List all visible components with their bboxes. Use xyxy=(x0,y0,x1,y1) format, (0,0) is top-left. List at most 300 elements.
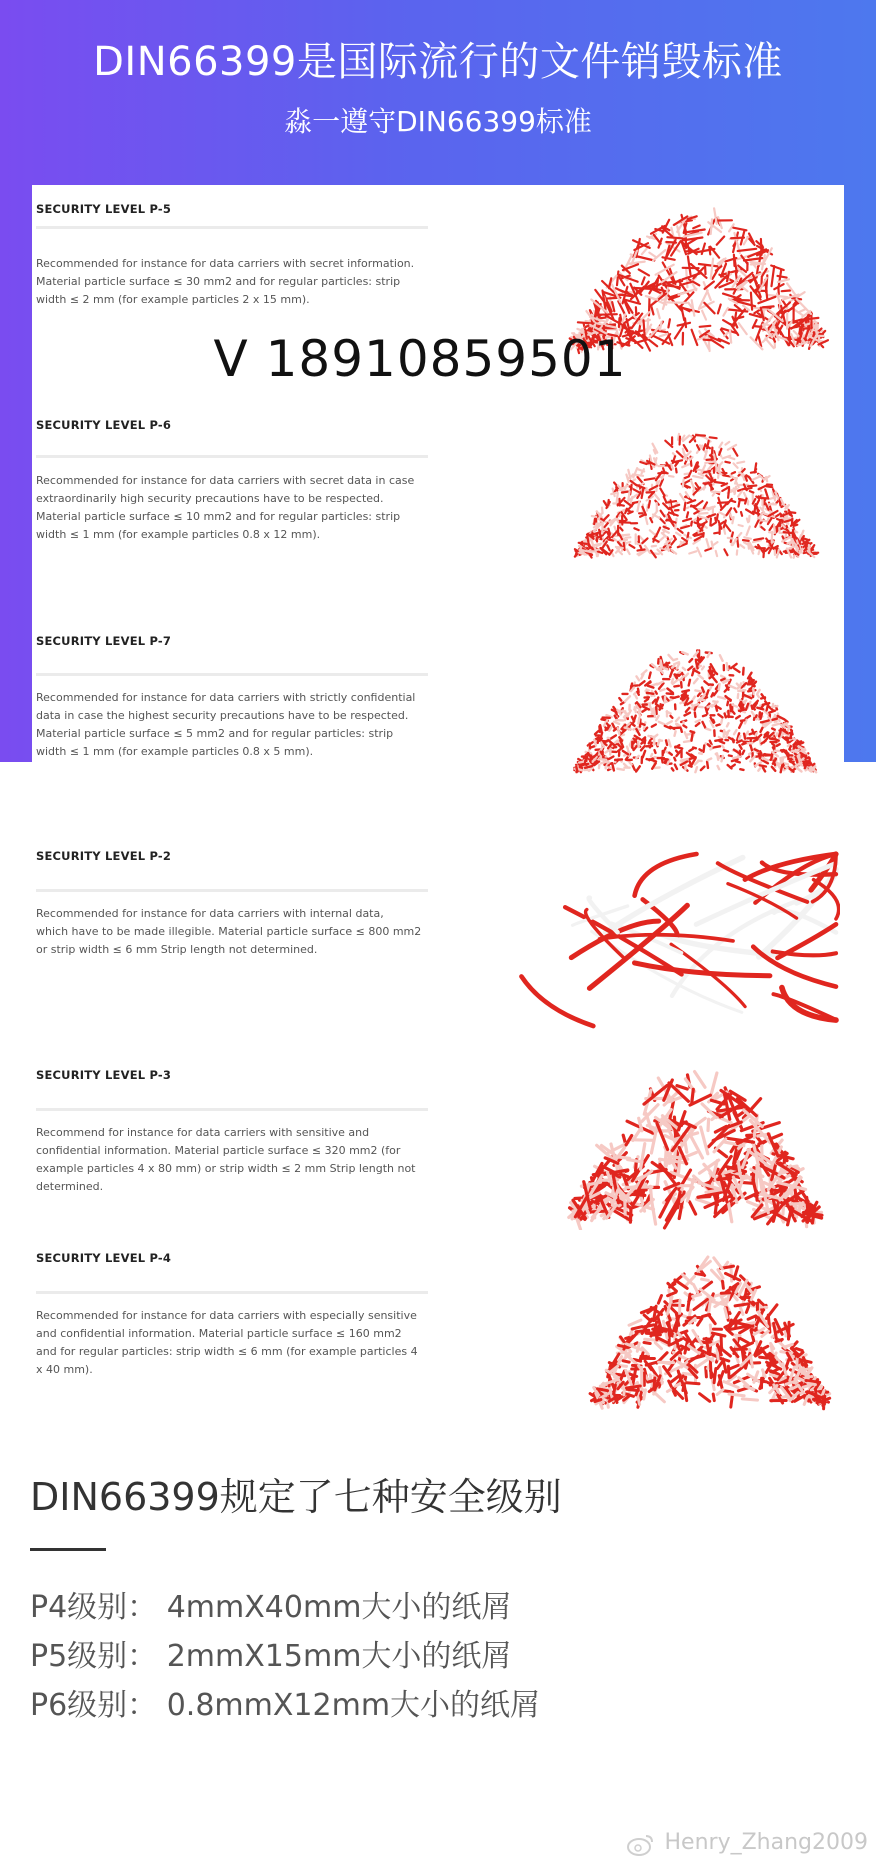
shred-particle xyxy=(731,664,737,668)
shred-particle xyxy=(623,1361,629,1362)
desc-line: width ≤ 1 mm (for example particles 0.8 x 12 mm). xyxy=(36,528,321,541)
shred-particle xyxy=(740,704,741,706)
shred-particle xyxy=(660,689,664,691)
desc-line: and for regular particles: strip width ≤ 6 mm (for example particles 4 xyxy=(36,1345,418,1358)
spec-line-p5: P5级别： 2mmX15mm大小的纸屑 xyxy=(30,1639,512,1674)
shred-particle xyxy=(713,1394,714,1401)
shred-particle xyxy=(678,529,683,533)
shred-particle xyxy=(630,763,632,765)
shred-particle xyxy=(746,1305,749,1312)
shred-particle xyxy=(634,489,640,492)
shred-particle xyxy=(708,759,711,761)
shred-particle xyxy=(689,766,692,767)
shred-particle xyxy=(729,1394,744,1396)
shred-particle xyxy=(702,244,705,255)
shred-particle xyxy=(703,533,704,537)
shred-particle xyxy=(773,724,779,726)
shred-particle xyxy=(624,543,625,550)
shred-particle xyxy=(693,476,702,478)
shred-particle xyxy=(803,1385,811,1387)
shred-particle xyxy=(693,1295,701,1297)
shred-particle xyxy=(703,715,706,716)
shred-particle xyxy=(638,689,639,692)
shred-particle xyxy=(655,1343,661,1349)
shred-particle xyxy=(736,761,740,762)
shred-particle xyxy=(687,512,688,517)
shred-particle xyxy=(794,743,796,745)
shred-particle xyxy=(750,491,754,492)
shred-particle xyxy=(720,462,723,465)
level-divider xyxy=(36,673,428,676)
shred-particle xyxy=(682,273,701,280)
shred-particle xyxy=(782,291,790,292)
shred-particle xyxy=(691,522,692,526)
shred-particle xyxy=(671,716,673,718)
shred-particle xyxy=(665,696,666,702)
shred-particle xyxy=(700,749,702,750)
shred-particle xyxy=(717,1361,723,1368)
shred-particle xyxy=(772,744,774,746)
security-level-p3 xyxy=(36,1068,436,1193)
shred-particle xyxy=(780,499,781,505)
shred-particle xyxy=(748,543,749,549)
shred-particle xyxy=(683,668,685,670)
shred-particle xyxy=(660,488,664,495)
shred-particle xyxy=(727,663,728,670)
shred-particle xyxy=(805,757,809,759)
shred-particle xyxy=(718,305,721,314)
shred-particle xyxy=(731,500,736,502)
shred-particle xyxy=(760,1357,768,1358)
shred-particle xyxy=(767,733,768,737)
shred-particle xyxy=(797,741,799,743)
shred-particle xyxy=(633,468,637,477)
shred-particle xyxy=(734,508,736,512)
shred-particle xyxy=(777,519,781,521)
shred-particle xyxy=(696,483,699,488)
shred-particle xyxy=(649,736,655,737)
shred-particle xyxy=(791,730,792,735)
shred-particle xyxy=(770,525,774,531)
shred-particle xyxy=(784,719,787,721)
shred-particle xyxy=(697,1199,712,1204)
micro-cut-pile-image xyxy=(560,418,830,568)
desc-line: Recommended for instance for data carriers with especially sensitive xyxy=(36,1309,417,1322)
shred-particle xyxy=(741,720,744,721)
shred-particle xyxy=(735,1304,748,1306)
shred-particle xyxy=(762,306,773,307)
shred-particle xyxy=(645,699,648,701)
shred-particle xyxy=(755,520,758,527)
shred-particle xyxy=(715,482,725,483)
shred-strip xyxy=(606,858,743,933)
shred-particle xyxy=(723,475,730,476)
shred-particle xyxy=(614,722,619,724)
shred-strip xyxy=(635,854,697,896)
security-level-p2 xyxy=(36,849,436,956)
shred-particle xyxy=(699,753,702,754)
shred-particle xyxy=(704,340,712,341)
shred-particle xyxy=(616,288,623,291)
desc-line: Recommended for instance for data carriers with strictly confidential xyxy=(36,691,416,704)
shred-particle xyxy=(646,690,649,691)
shred-particle xyxy=(713,746,720,747)
strip-pile-image xyxy=(560,1060,830,1230)
shred-particle xyxy=(653,1329,666,1331)
shred-particle xyxy=(590,744,591,749)
shred-particle xyxy=(669,655,674,660)
shred-particle xyxy=(594,519,595,524)
shred-particle xyxy=(711,523,716,526)
shred-particle xyxy=(639,681,644,685)
shred-particle xyxy=(626,475,628,482)
shred-particle xyxy=(738,690,745,691)
shred-particle xyxy=(618,749,621,752)
shred-particle xyxy=(666,501,676,503)
desc-line: Material particle surface ≤ 10 mm2 and for regular particles: strip xyxy=(36,510,401,523)
shred-particle xyxy=(634,692,636,694)
shred-particle xyxy=(708,1119,709,1130)
shred-particle xyxy=(624,1388,625,1395)
shred-particle xyxy=(770,498,774,499)
shred-particle xyxy=(672,666,675,668)
shred-particle xyxy=(723,308,728,316)
shred-particle xyxy=(612,302,614,311)
shred-particle xyxy=(719,684,720,690)
shred-particle xyxy=(672,505,680,508)
shred-particle xyxy=(644,1343,650,1344)
shred-particle xyxy=(764,549,765,557)
shred-particle xyxy=(675,765,677,769)
shred-particle xyxy=(700,700,705,701)
shred-particle xyxy=(716,754,720,758)
shred-particle xyxy=(727,723,729,726)
shred-strip xyxy=(728,884,797,918)
level-title: SECURITY LEVEL P-5 xyxy=(36,202,172,216)
shred-strip xyxy=(774,994,837,1020)
shred-particle xyxy=(751,293,752,310)
shred-particle xyxy=(772,706,777,707)
shred-particle xyxy=(729,1365,739,1369)
level-description xyxy=(36,905,436,959)
shred-particle xyxy=(694,1284,698,1292)
desc-line: Recommended for instance for data carriers with secret information. xyxy=(36,257,415,270)
shred-particle xyxy=(686,708,689,712)
shred-particle xyxy=(702,311,706,320)
shred-particle xyxy=(801,758,803,760)
shred-particle xyxy=(602,508,603,513)
shred-particle xyxy=(799,1369,811,1371)
shred-particle xyxy=(669,513,678,516)
shred-particle xyxy=(725,462,729,463)
shred-particle xyxy=(738,492,742,497)
shred-particle xyxy=(710,437,717,438)
shred-particle xyxy=(695,712,696,717)
shred-particle xyxy=(703,1315,710,1317)
shred-particle xyxy=(700,1394,710,1402)
level-divider xyxy=(36,889,428,892)
shred-particle xyxy=(667,689,673,693)
shred-particle xyxy=(612,724,614,728)
shred-particle xyxy=(642,709,646,711)
shred-particle xyxy=(671,540,675,545)
shred-particle xyxy=(680,494,685,501)
desc-line: width ≤ 1 mm (for example particles 0.8 x 5 mm). xyxy=(36,745,314,758)
shred-particle xyxy=(628,1160,642,1162)
shred-particle xyxy=(655,750,656,753)
shred-particle xyxy=(649,501,650,508)
shred-particle xyxy=(612,763,614,770)
shred-particle xyxy=(582,764,588,765)
shred-particle xyxy=(661,660,662,667)
shred-particle xyxy=(672,550,677,554)
shred-particle xyxy=(733,711,735,713)
shred-particle xyxy=(781,765,783,772)
shred-particle xyxy=(778,276,787,278)
shred-particle xyxy=(690,1202,696,1214)
shred-particle xyxy=(718,766,720,769)
page-subtitle: 淼一遵守DIN66399标准 xyxy=(284,105,592,138)
shred-particle xyxy=(619,698,621,701)
shred-particle xyxy=(689,471,691,476)
shred-particle xyxy=(641,746,645,750)
level-divider xyxy=(36,1108,428,1111)
shred-particle xyxy=(748,1316,756,1319)
shred-particle xyxy=(714,533,718,534)
shred-particle xyxy=(717,1390,723,1395)
shred-particle xyxy=(579,543,587,544)
shred-particle xyxy=(702,1279,709,1280)
shred-particle xyxy=(725,524,730,531)
shred-particle xyxy=(671,1305,684,1306)
shred-particle xyxy=(696,723,700,726)
level-description xyxy=(36,689,436,761)
shred-particle xyxy=(614,1385,616,1394)
shred-particle xyxy=(720,655,723,661)
shred-particle xyxy=(711,219,712,234)
shred-particle xyxy=(621,702,625,704)
shred-particle xyxy=(609,757,614,760)
shred-particle xyxy=(607,724,609,727)
shred-particle xyxy=(799,309,806,312)
shred-particle xyxy=(750,757,754,762)
shred-particle xyxy=(801,318,818,320)
shred-particle xyxy=(713,678,717,683)
shred-particle xyxy=(674,758,675,761)
shred-particle xyxy=(692,330,698,345)
shred-particle xyxy=(595,1400,601,1402)
shred-particle xyxy=(730,331,731,343)
shred-particle xyxy=(639,270,649,276)
shred-particle xyxy=(766,486,772,487)
shred-particle xyxy=(710,518,711,525)
shred-particle xyxy=(698,1319,702,1326)
cross-cut-pile-image xyxy=(580,1245,840,1415)
desc-line: and confidential information. Material particle surface ≤ 160 mm2 xyxy=(36,1327,402,1340)
shred-particle xyxy=(774,525,775,533)
shred-particle xyxy=(782,758,783,763)
shred-particle xyxy=(629,1320,641,1325)
shred-particle xyxy=(758,768,760,770)
shred-particle xyxy=(761,728,763,732)
shred-particle xyxy=(709,1315,716,1324)
shred-particle xyxy=(714,1369,716,1383)
shred-particle xyxy=(576,552,577,557)
shred-particle xyxy=(670,670,672,676)
shred-particle xyxy=(704,444,706,449)
shred-particle xyxy=(760,754,762,759)
shred-particle xyxy=(693,226,700,229)
shred-particle xyxy=(666,740,667,745)
shred-particle xyxy=(740,683,741,686)
shred-particle xyxy=(638,742,639,747)
shred-particle xyxy=(681,682,682,687)
shred-particle xyxy=(664,668,668,669)
shred-particle xyxy=(649,253,656,258)
shred-particle xyxy=(715,740,722,741)
shred-particle xyxy=(710,741,712,745)
shred-particle xyxy=(701,767,705,771)
shred-particle xyxy=(740,545,744,548)
shred-particle xyxy=(627,510,631,512)
shred-particle xyxy=(696,501,703,506)
shred-particle xyxy=(757,690,759,694)
shred-particle xyxy=(698,707,703,708)
shred-particle xyxy=(764,754,770,755)
shred-particle xyxy=(755,463,756,472)
desc-line: Material particle surface ≤ 5 mm2 and for regular particles: strip xyxy=(36,727,394,740)
shred-particle xyxy=(660,334,668,337)
shred-particle xyxy=(702,667,704,670)
shred-particle xyxy=(692,734,693,741)
shred-particle xyxy=(762,741,766,744)
shred-particle xyxy=(723,1281,724,1288)
shred-particle xyxy=(757,735,761,739)
shred-particle xyxy=(647,237,655,239)
long-strips-image xyxy=(500,850,840,1030)
shred-particle xyxy=(739,736,740,739)
shred-particle xyxy=(676,718,679,722)
shred-particle xyxy=(794,525,798,526)
shred-particle xyxy=(627,747,628,749)
shred-particle xyxy=(598,552,603,554)
shred-particle xyxy=(784,532,792,533)
level-title: SECURITY LEVEL P-7 xyxy=(36,634,172,648)
shred-particle xyxy=(752,730,754,734)
shred-particle xyxy=(608,529,610,534)
shred-particle xyxy=(774,1368,780,1371)
shred-particle xyxy=(742,743,745,744)
shred-particle xyxy=(718,714,722,717)
shred-particle xyxy=(655,735,657,737)
shred-particle xyxy=(763,721,769,723)
shred-particle xyxy=(728,538,733,539)
shred-particle xyxy=(605,743,607,745)
shred-particle xyxy=(646,463,650,464)
shred-particle xyxy=(718,697,725,699)
desc-line: or strip width ≤ 6 mm Strip length not determined. xyxy=(36,943,318,956)
shred-particle xyxy=(722,756,723,762)
shred-particle xyxy=(721,720,722,724)
shred-particle xyxy=(711,1100,724,1104)
shred-particle xyxy=(708,653,710,657)
shred-particle xyxy=(645,478,655,480)
shred-particle xyxy=(704,745,705,752)
shred-particle xyxy=(718,502,728,503)
shred-particle xyxy=(626,760,630,761)
shred-particle xyxy=(672,768,674,770)
shred-particle xyxy=(711,454,712,461)
shred-particle xyxy=(735,305,741,310)
level-title: SECURITY LEVEL P-4 xyxy=(36,1251,172,1265)
shred-particle xyxy=(808,1383,816,1384)
shred-particle xyxy=(685,674,688,677)
shred-particle xyxy=(679,1156,681,1172)
shred-particle xyxy=(700,326,711,327)
shred-particle xyxy=(759,550,760,554)
shred-particle xyxy=(724,549,727,555)
shred-particle xyxy=(650,1319,656,1320)
shred-particle xyxy=(736,716,740,718)
shred-particle xyxy=(663,503,669,509)
shred-particle xyxy=(617,1157,630,1159)
shred-particle xyxy=(737,462,744,463)
shred-particle xyxy=(620,540,628,541)
shred-particle xyxy=(729,756,732,757)
shred-particle xyxy=(636,256,655,261)
shred-particle xyxy=(776,1339,782,1341)
shred-particle xyxy=(689,680,690,686)
shred-particle xyxy=(706,729,710,730)
shred-particle xyxy=(646,1333,658,1334)
shred-particle xyxy=(630,545,635,548)
shred-particle xyxy=(635,288,654,289)
shred-particle xyxy=(688,500,696,503)
shred-particle xyxy=(733,448,738,456)
shred-particle xyxy=(727,716,732,717)
shred-particle xyxy=(652,725,656,727)
shred-particle xyxy=(796,767,801,771)
shred-particle xyxy=(667,237,685,238)
desc-line: x 40 mm). xyxy=(36,1363,93,1376)
shred-particle xyxy=(728,765,732,768)
shred-particle xyxy=(649,758,653,760)
shred-particle xyxy=(693,704,698,706)
shred-particle xyxy=(660,479,663,486)
shred-particle xyxy=(651,754,652,756)
shred-particle xyxy=(734,668,739,672)
shred-particle xyxy=(714,1258,722,1269)
shred-particle xyxy=(771,1345,772,1354)
shred-particle xyxy=(731,238,744,239)
shred-particle xyxy=(715,518,716,522)
shred-particle xyxy=(661,511,665,517)
shred-particle xyxy=(669,476,674,477)
shred-particle xyxy=(704,694,706,697)
shred-particle xyxy=(667,721,672,724)
level-title: SECURITY LEVEL P-6 xyxy=(36,418,172,432)
summary-divider xyxy=(30,1548,106,1551)
shred-particle xyxy=(692,300,695,316)
shred-particle xyxy=(733,757,740,759)
shred-particle xyxy=(746,488,752,489)
shred-particle xyxy=(739,722,742,728)
shred-particle xyxy=(646,296,657,300)
shred-particle xyxy=(654,1378,655,1387)
shred-particle xyxy=(672,679,673,683)
shred-particle xyxy=(656,528,660,537)
shred-particle xyxy=(717,237,725,245)
